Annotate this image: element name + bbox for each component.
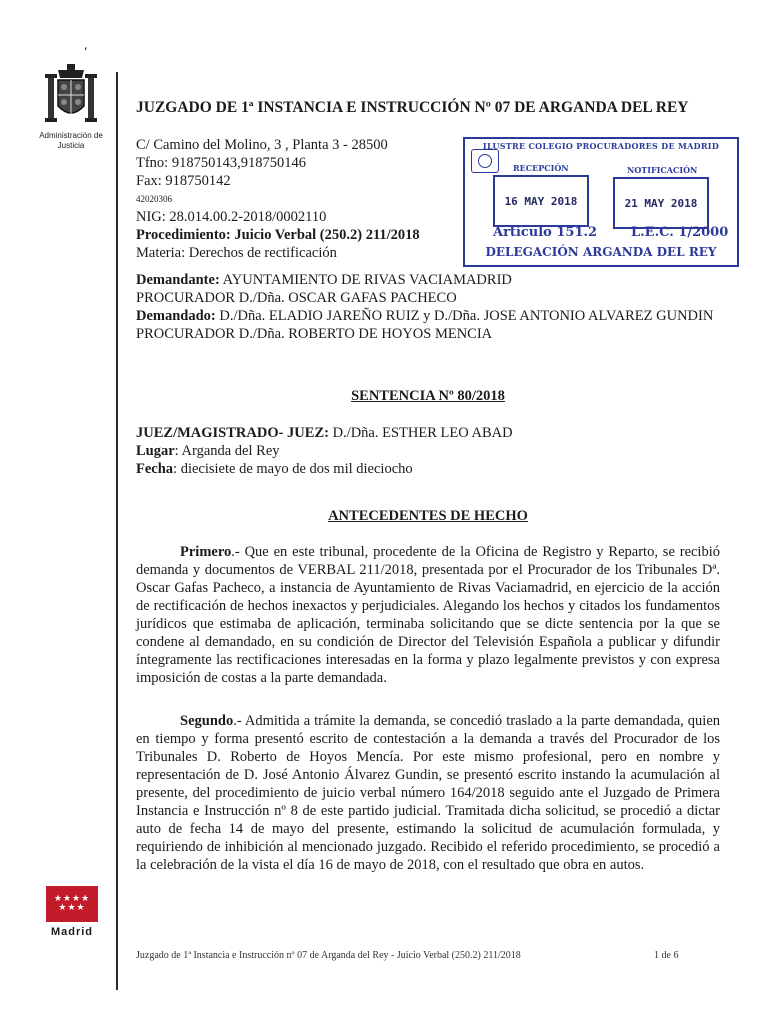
demandante: [136, 271, 720, 289]
sentencia-title: SENTENCIA Nº 80/2018: [351, 388, 505, 404]
primero-text: .- Que en este tribunal, procedente de la Oficina de Registro y Reparto, se recibió demanda y documentos de VERBAL 211/2018, presentada por el Procurador de los Tribunales Dª. Oscar Gafas Pacheco, a instancia de Ayuntamiento de Rivas Vaciamadrid, en ejercicio de la acción de rectificación de hechos inexactos y perjudiciales. Alegando los hechos y citados los fundamentos jurídicos que estimaba de aplicación, terminaba solicitando que se dicte sentencia por la que se condene al demandado, en su condición de Director del Televisión Española a publicar y difundir íntegramente las rectificaciones interesadas en la forma y plazo legalmente previstos y con expresa imposición de costas a la parte demandada.: [136, 544, 720, 686]
primero-lead: Primero: [180, 544, 232, 560]
fecha: [136, 460, 720, 478]
juez-block: [136, 424, 720, 478]
juez-label: JUEZ/MAGISTRADO- JUEZ:: [136, 425, 329, 441]
procurador-demandante: PROCURADOR D./Dña. OSCAR GAFAS PACHECO: [136, 290, 457, 306]
stamp-articulo: Artículo 151.2: [493, 225, 598, 240]
demandado-value: D./Dña. ELADIO JAREÑO RUIZ y D./Dña. JOSE ANTONIO ALVAREZ GUNDIN: [219, 308, 714, 324]
parties-block: [136, 271, 720, 343]
lugar-value: : Arganda del Rey: [174, 443, 280, 459]
notificacion-label: NOTIFICACIÓN: [627, 165, 698, 175]
scan-mark: ': [84, 44, 88, 58]
fecha-label: Fecha: [136, 461, 174, 477]
demandante-value: AYUNTAMIENTO DE RIVAS VACIAMADRID: [222, 272, 512, 288]
fecha-value: : diecisiete de mayo de dos mil dieciocho: [173, 461, 413, 477]
materia: Materia: Derechos de rectificación: [136, 245, 337, 261]
address: C/ Camino del Molino, 3 , Planta 3 - 28500: [136, 137, 388, 153]
procuradores-stamp: [463, 137, 739, 267]
recepcion-date: 16 MAY 2018: [493, 175, 589, 227]
notificacion-date: 21 MAY 2018: [613, 177, 709, 229]
recepcion-label: RECEPCIÓN: [513, 163, 569, 173]
court-code: 42020306: [136, 194, 172, 204]
demandante-label: Demandante:: [136, 272, 220, 288]
segundo-lead: Segundo: [180, 713, 234, 729]
margin-line: [116, 72, 118, 990]
stamp-seal-icon: [471, 149, 499, 173]
court-address-block: [136, 136, 456, 262]
procedimiento: [136, 226, 456, 244]
demandado-label: Demandado:: [136, 308, 216, 324]
stamp-lec: L.E.C. 1/2000: [631, 225, 729, 240]
page-number: 1 de 6: [654, 950, 679, 961]
paragraph-primero: [136, 543, 720, 687]
stamp-delegacion: DELEGACIÓN ARGANDA DEL REY: [485, 245, 717, 259]
fax: Fax: 918750142: [136, 173, 231, 189]
procurador-demandado: PROCURADOR D./Dña. ROBERTO DE HOYOS MENCIA: [136, 326, 493, 342]
paragraph-segundo: [136, 712, 720, 874]
page-footer: Juzgado de 1ª Instancia e Instrucción nº 07 de Arganda del Rey - Juicio Verbal (250.2) 211/2018: [136, 950, 521, 961]
nig: NIG: 28.014.00.2-2018/0002110: [136, 209, 327, 225]
lugar: [136, 442, 720, 460]
court-title: JUZGADO DE 1ª INSTANCIA E INSTRUCCIÓN Nº 07 DE ARGANDA DEL REY: [136, 99, 689, 116]
lugar-label: Lugar: [136, 443, 175, 459]
segundo-text: .- Admitida a trámite la demanda, se concedió traslado a la parte demandada, quien en tiempo y forma presentó escrito de contestación a la demanda a través del Procurador de los Tribunales D. Roberto de Hoyos Mencía. Por este mismo profesional, pero en nombre y representación de D. José Antonio Álvarez Gundin, se presentó escrito instando la acumulación al presente, del procedimiento de juicio verbal número 164/2018 seguido ante el Juzgado de Primera Instancia e Instrucción nº 8 de este partido judicial. Tramitada dicha solicitud, se procedió a dictar auto de fecha 14 de mayo del presente, estimando la solicitud de acumulación formulada, y requiriendo de inhibición al mencionado juzgado. Recibido el referido procedimiento, se procedió a la celebración de la vista el día 16 de mayo de 2018, con el resultado que obra en autos.: [136, 713, 720, 873]
admin-justicia-label: Administración de Justicia: [39, 131, 103, 150]
coat-of-arms-icon: [40, 62, 102, 128]
demandado: [136, 307, 720, 325]
juez-value: D./Dña. ESTHER LEO ABAD: [332, 425, 513, 441]
stamp-header: ILUSTRE COLEGIO PROCURADORES DE MADRID: [482, 141, 720, 151]
procedimiento-label: Procedimiento:: [136, 227, 231, 243]
juez: [136, 424, 720, 442]
procedimiento-value: Juicio Verbal (250.2) 211/2018: [234, 227, 420, 243]
madrid-label: Madrid: [50, 926, 94, 938]
madrid-stars: ★★★★ ★★★: [53, 894, 91, 913]
madrid-flag-icon: [46, 886, 98, 922]
phone: Tfno: 918750143,918750146: [136, 155, 306, 171]
antecedentes-title: ANTECEDENTES DE HECHO: [328, 508, 528, 524]
